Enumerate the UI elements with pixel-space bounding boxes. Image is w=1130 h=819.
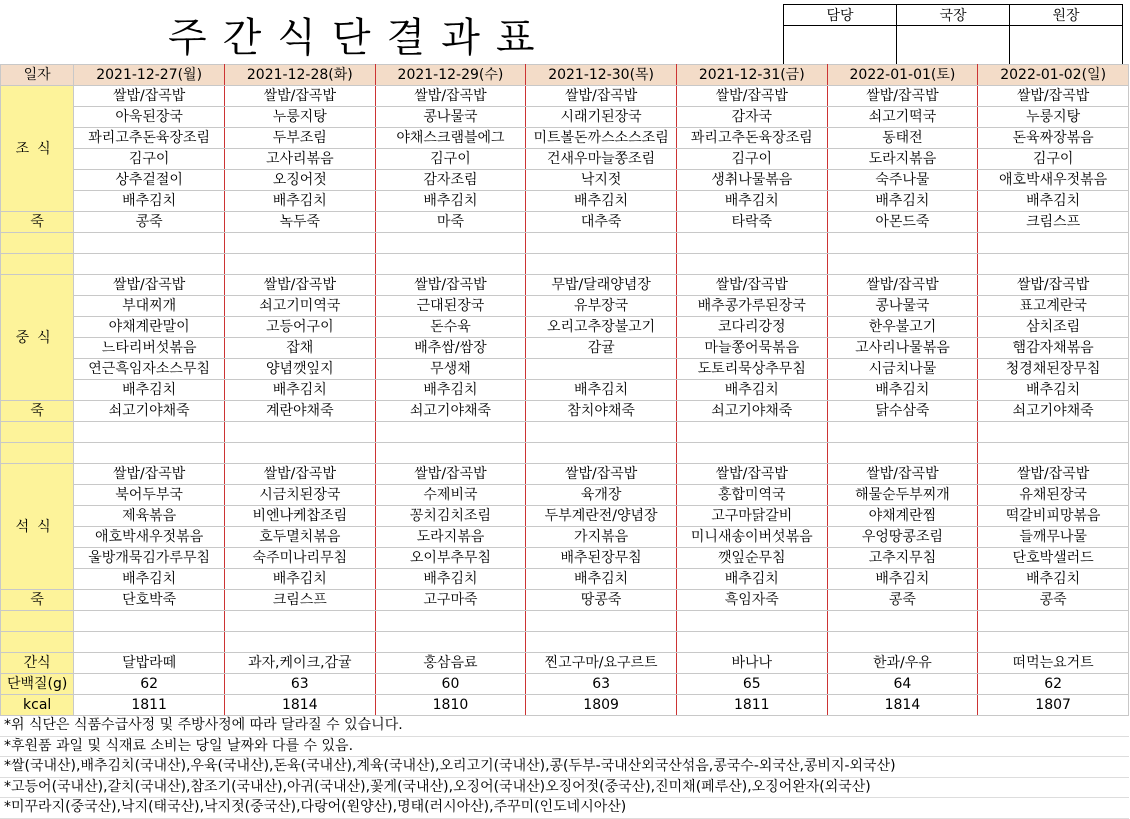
menu-item-cell: 배추김치 (978, 380, 1129, 401)
table-row (1, 422, 1129, 443)
note-line: *미꾸라지(중국산),낙지(태국산),낙지젓(중국산),다랑어(원양산),명태(러시아산),주꾸미(인도네시아산) (0, 798, 1129, 819)
kcal-value-cell: 1811 (676, 695, 827, 716)
menu-item-cell: 미트볼돈까스소스조림 (526, 128, 677, 149)
menu-item-cell: 배추김치 (676, 191, 827, 212)
porridge-cell: 아몬드죽 (827, 212, 978, 233)
kcal-label-cell: kcal (1, 695, 74, 716)
blank-label-cell (1, 422, 74, 443)
menu-item-cell: 시금치된장국 (224, 485, 375, 506)
menu-item-cell: 배추김치 (827, 380, 978, 401)
protein-value-cell: 60 (375, 674, 526, 695)
menu-item-cell: 쇠고기떡국 (827, 107, 978, 128)
menu-item-cell: 양념깻잎지 (224, 359, 375, 380)
menu-item-cell: 콩나물국 (827, 296, 978, 317)
date-header-cell: 2021-12-27(월) (74, 65, 225, 86)
blank-cell (74, 443, 225, 464)
protein-value-cell: 62 (74, 674, 225, 695)
approval-label: 국장 (897, 5, 1010, 26)
meal-label-cell (1, 86, 74, 212)
menu-item-cell: 근대된장국 (375, 296, 526, 317)
menu-item-cell: 잡채 (224, 338, 375, 359)
blank-cell (978, 254, 1129, 275)
meal-label: 석식 (15, 518, 59, 535)
blank-cell (526, 443, 677, 464)
menu-table (0, 64, 1129, 716)
menu-item-cell: 배추김치 (526, 380, 677, 401)
menu-item-cell: 오이부추무침 (375, 548, 526, 569)
approval-label: 원장 (1010, 5, 1123, 26)
menu-item-cell: 고추지무침 (827, 548, 978, 569)
menu-item-cell: 호두멸치볶음 (224, 527, 375, 548)
porridge-label-cell: 죽 (1, 401, 74, 422)
date-header-cell: 2021-12-28(화) (224, 65, 375, 86)
table-row (1, 674, 1129, 695)
menu-item-cell: 배추김치 (526, 191, 677, 212)
approval-sign-cell[interactable] (1010, 26, 1123, 67)
blank-cell (526, 233, 677, 254)
blank-cell (526, 254, 677, 275)
blank-cell (827, 254, 978, 275)
blank-cell (827, 233, 978, 254)
table-row (1, 275, 1129, 296)
table-row (1, 86, 1129, 107)
porridge-cell: 참치야채죽 (526, 401, 677, 422)
porridge-cell: 쇠고기야채죽 (676, 401, 827, 422)
porridge-cell: 쇠고기야채죽 (375, 401, 526, 422)
menu-item-cell: 누룽지탕 (978, 107, 1129, 128)
porridge-cell: 대추죽 (526, 212, 677, 233)
header-label-cell: 일자 (1, 65, 74, 86)
menu-item-cell: 울방개묵김가루무침 (74, 548, 225, 569)
menu-item-cell: 떡갈비피망볶음 (978, 506, 1129, 527)
menu-item-cell: 배추김치 (676, 569, 827, 590)
menu-item-cell: 쌀밥/잡곡밥 (827, 275, 978, 296)
menu-item-cell: 애호박새우젓볶음 (74, 527, 225, 548)
menu-item-cell: 쌀밥/잡곡밥 (676, 86, 827, 107)
blank-label-cell (1, 611, 74, 632)
table-row (1, 338, 1129, 359)
menu-item-cell: 쌀밥/잡곡밥 (827, 86, 978, 107)
menu-item-cell: 북어두부국 (74, 485, 225, 506)
table-row (1, 401, 1129, 422)
blank-cell (74, 422, 225, 443)
blank-cell (224, 422, 375, 443)
menu-item-cell: 꽈리고추돈육장조림 (676, 128, 827, 149)
table-row (1, 485, 1129, 506)
menu-item-cell: 배추김치 (978, 191, 1129, 212)
menu-item-cell: 건새우마늘쫑조림 (526, 149, 677, 170)
meal-label: 조식 (15, 140, 59, 157)
protein-value-cell: 63 (224, 674, 375, 695)
date-header-cell: 2022-01-02(일) (978, 65, 1129, 86)
blank-cell (224, 233, 375, 254)
menu-item-cell: 연근흑임자소스무침 (74, 359, 225, 380)
menu-item-cell: 배추김치 (224, 569, 375, 590)
blank-label-cell (1, 443, 74, 464)
menu-item-cell: 단호박샐러드 (978, 548, 1129, 569)
notes (0, 716, 1129, 819)
snack-value-cell: 떠먹는요거트 (978, 653, 1129, 674)
blank-cell (978, 443, 1129, 464)
menu-item-cell: 쌀밥/잡곡밥 (676, 464, 827, 485)
kcal-value-cell: 1809 (526, 695, 677, 716)
menu-item-cell: 배추김치 (74, 191, 225, 212)
menu-item-cell: 김구이 (74, 149, 225, 170)
table-row (1, 548, 1129, 569)
blank-cell (375, 632, 526, 653)
blank-cell (827, 443, 978, 464)
menu-item-cell: 쌀밥/잡곡밥 (74, 275, 225, 296)
menu-item-cell: 콩나물국 (375, 107, 526, 128)
table-row (1, 380, 1129, 401)
menu-item-cell: 감자국 (676, 107, 827, 128)
table-row (1, 527, 1129, 548)
menu-item-cell: 삼치조림 (978, 317, 1129, 338)
menu-item-cell: 배추김치 (74, 380, 225, 401)
menu-item-cell: 생취나물볶음 (676, 170, 827, 191)
menu-item-cell: 배추김치 (375, 191, 526, 212)
table-row (1, 653, 1129, 674)
menu-item-cell: 아욱된장국 (74, 107, 225, 128)
menu-item-cell: 두부조림 (224, 128, 375, 149)
table-row (1, 611, 1129, 632)
menu-item-cell: 야채계란찜 (827, 506, 978, 527)
menu-item-cell: 오리고추장불고기 (526, 317, 677, 338)
note-line: *위 식단은 식품수급사정 및 주방사정에 따라 달라질 수 있습니다. (0, 716, 1129, 737)
snack-value-cell: 홍삼음료 (375, 653, 526, 674)
blank-label-cell (1, 632, 74, 653)
blank-cell (224, 443, 375, 464)
blank-cell (526, 611, 677, 632)
protein-value-cell: 63 (526, 674, 677, 695)
blank-cell (375, 422, 526, 443)
kcal-value-cell: 1810 (375, 695, 526, 716)
blank-cell (224, 632, 375, 653)
meal-label-cell (1, 464, 74, 590)
menu-item-cell: 우엉땅콩조림 (827, 527, 978, 548)
menu-item-cell: 시래기된장국 (526, 107, 677, 128)
protein-label-cell: 단백질(g) (1, 674, 74, 695)
menu-item-cell: 김구이 (375, 149, 526, 170)
menu-item-cell: 깻잎순무침 (676, 548, 827, 569)
menu-item-cell: 쌀밥/잡곡밥 (827, 464, 978, 485)
menu-item-cell: 수제비국 (375, 485, 526, 506)
menu-item-cell: 감귤 (526, 338, 677, 359)
porridge-label-cell: 죽 (1, 212, 74, 233)
menu-item-cell: 도토리묵상추무침 (676, 359, 827, 380)
blank-cell (676, 611, 827, 632)
menu-item-cell: 돈수육 (375, 317, 526, 338)
table-row (1, 254, 1129, 275)
menu-item-cell: 쌀밥/잡곡밥 (526, 86, 677, 107)
menu-item-cell: 표고계란국 (978, 296, 1129, 317)
menu-item-cell: 쌀밥/잡곡밥 (978, 275, 1129, 296)
menu-item-cell (526, 359, 677, 380)
porridge-cell: 땅콩죽 (526, 590, 677, 611)
menu-item-cell: 쇠고기미역국 (224, 296, 375, 317)
menu-item-cell: 배추김치 (375, 569, 526, 590)
protein-value-cell: 64 (827, 674, 978, 695)
menu-item-cell: 배추김치 (676, 380, 827, 401)
menu-item-cell: 무밥/달래양념장 (526, 275, 677, 296)
menu-item-cell: 육개장 (526, 485, 677, 506)
blank-label-cell (1, 233, 74, 254)
blank-cell (978, 422, 1129, 443)
snack-value-cell: 바나나 (676, 653, 827, 674)
table-row (1, 149, 1129, 170)
approval-sign-cell[interactable] (897, 26, 1010, 67)
menu-item-cell: 무생채 (375, 359, 526, 380)
date-header-cell: 2021-12-29(수) (375, 65, 526, 86)
menu-item-cell: 야채계란말이 (74, 317, 225, 338)
porridge-cell: 콩죽 (74, 212, 225, 233)
menu-item-cell: 도라지볶음 (375, 527, 526, 548)
table-row (1, 464, 1129, 485)
kcal-value-cell: 1811 (74, 695, 225, 716)
table-row (1, 695, 1129, 716)
menu-item-cell: 감자조림 (375, 170, 526, 191)
blank-cell (526, 632, 677, 653)
porridge-cell: 녹두죽 (224, 212, 375, 233)
blank-cell (676, 443, 827, 464)
blank-cell (224, 611, 375, 632)
menu-item-cell: 미니새송이버섯볶음 (676, 527, 827, 548)
approval-label: 담당 (784, 5, 897, 26)
blank-cell (827, 632, 978, 653)
blank-cell (224, 254, 375, 275)
porridge-cell: 크림스프 (224, 590, 375, 611)
blank-cell (526, 422, 677, 443)
approval-box (783, 4, 1123, 67)
snack-value-cell: 과자,케이크,감귤 (224, 653, 375, 674)
porridge-cell: 타락죽 (676, 212, 827, 233)
table-row (1, 317, 1129, 338)
menu-item-cell: 쌀밥/잡곡밥 (676, 275, 827, 296)
snack-label-cell: 간식 (1, 653, 74, 674)
porridge-cell: 콩죽 (827, 590, 978, 611)
menu-item-cell: 쌀밥/잡곡밥 (526, 464, 677, 485)
blank-cell (827, 611, 978, 632)
menu-item-cell: 고등어구이 (224, 317, 375, 338)
menu-item-cell: 홍합미역국 (676, 485, 827, 506)
menu-item-cell: 배추쌈/쌈장 (375, 338, 526, 359)
blank-cell (74, 254, 225, 275)
menu-item-cell: 숙주나물 (827, 170, 978, 191)
menu-item-cell: 배추된장무침 (526, 548, 677, 569)
blank-cell (676, 422, 827, 443)
date-header-cell: 2022-01-01(토) (827, 65, 978, 86)
table-row (1, 128, 1129, 149)
menu-item-cell: 도라지볶음 (827, 149, 978, 170)
blank-label-cell (1, 254, 74, 275)
meal-label: 중식 (15, 329, 59, 346)
menu-item-cell: 동태전 (827, 128, 978, 149)
menu-item-cell: 코다리강정 (676, 317, 827, 338)
menu-item-cell: 낙지젓 (526, 170, 677, 191)
date-header-cell: 2021-12-31(금) (676, 65, 827, 86)
kcal-value-cell: 1807 (978, 695, 1129, 716)
snack-value-cell: 달밥라떼 (74, 653, 225, 674)
blank-cell (978, 233, 1129, 254)
porridge-cell: 쇠고기야채죽 (74, 401, 225, 422)
blank-cell (676, 254, 827, 275)
table-row (1, 443, 1129, 464)
menu-item-cell: 쌀밥/잡곡밥 (978, 86, 1129, 107)
menu-item-cell: 숙주미나리무침 (224, 548, 375, 569)
menu-item-cell: 두부계란전/양념장 (526, 506, 677, 527)
menu-item-cell: 배추김치 (827, 191, 978, 212)
blank-cell (375, 254, 526, 275)
table-row (1, 296, 1129, 317)
menu-item-cell: 김구이 (676, 149, 827, 170)
menu-item-cell: 꽈리고추돈육장조림 (74, 128, 225, 149)
blank-cell (978, 632, 1129, 653)
note-line: *쌀(국내산),배추김치(국내산),우육(국내산),돈육(국내산),계육(국내산),오리고기(국내산),콩(두부-국내산외국산섞음,콩국수-외국산,콩비지-외국산) (0, 757, 1129, 778)
menu-item-cell: 쌀밥/잡곡밥 (375, 275, 526, 296)
date-header-cell: 2021-12-30(목) (526, 65, 677, 86)
blank-cell (375, 443, 526, 464)
porridge-cell: 단호박죽 (74, 590, 225, 611)
table-row (1, 590, 1129, 611)
porridge-cell: 쇠고기야채죽 (978, 401, 1129, 422)
kcal-value-cell: 1814 (827, 695, 978, 716)
snack-value-cell: 한과/우유 (827, 653, 978, 674)
table-row (1, 359, 1129, 380)
blank-cell (74, 632, 225, 653)
protein-value-cell: 65 (676, 674, 827, 695)
menu-item-cell: 가지볶음 (526, 527, 677, 548)
menu-item-cell: 애호박새우젓볶음 (978, 170, 1129, 191)
menu-item-cell: 청경채된장무침 (978, 359, 1129, 380)
menu-item-cell: 쌀밥/잡곡밥 (224, 464, 375, 485)
menu-item-cell: 한우불고기 (827, 317, 978, 338)
menu-item-cell: 쌀밥/잡곡밥 (224, 275, 375, 296)
blank-cell (74, 233, 225, 254)
menu-item-cell: 오징어젓 (224, 170, 375, 191)
note-line: *후원품 과일 및 식재료 소비는 당일 날짜와 다를 수 있음. (0, 737, 1129, 758)
approval-sign-cell[interactable] (784, 26, 897, 67)
menu-item-cell: 꽁치김치조림 (375, 506, 526, 527)
menu-item-cell: 누룽지탕 (224, 107, 375, 128)
menu-item-cell: 제육볶음 (74, 506, 225, 527)
blank-cell (978, 611, 1129, 632)
menu-item-cell: 느타리버섯볶음 (74, 338, 225, 359)
menu-item-cell: 쌀밥/잡곡밥 (74, 464, 225, 485)
blank-cell (827, 422, 978, 443)
menu-item-cell: 고사리볶음 (224, 149, 375, 170)
menu-item-cell: 비엔나케찹조림 (224, 506, 375, 527)
menu-item-cell: 배추김치 (74, 569, 225, 590)
menu-item-cell: 햄감자채볶음 (978, 338, 1129, 359)
porridge-cell: 고구마죽 (375, 590, 526, 611)
table-row (1, 107, 1129, 128)
blank-cell (74, 611, 225, 632)
menu-item-cell: 시금치나물 (827, 359, 978, 380)
menu-item-cell: 상추겉절이 (74, 170, 225, 191)
menu-item-cell: 쌀밥/잡곡밥 (375, 464, 526, 485)
menu-item-cell: 해물순두부찌개 (827, 485, 978, 506)
table-row (1, 632, 1129, 653)
menu-item-cell: 쌀밥/잡곡밥 (74, 86, 225, 107)
menu-item-cell: 쌀밥/잡곡밥 (375, 86, 526, 107)
snack-value-cell: 찐고구마/요구르트 (526, 653, 677, 674)
menu-item-cell: 쌀밥/잡곡밥 (978, 464, 1129, 485)
blank-cell (676, 233, 827, 254)
menu-item-cell: 들깨무나물 (978, 527, 1129, 548)
menu-item-cell: 배추김치 (526, 569, 677, 590)
menu-item-cell: 고사리나물볶음 (827, 338, 978, 359)
page-title: 주간식단결과표 (168, 15, 551, 61)
porridge-label-cell: 죽 (1, 590, 74, 611)
menu-item-cell: 돈육짜장볶음 (978, 128, 1129, 149)
title-area (0, 0, 780, 64)
menu-item-cell: 야채스크램블에그 (375, 128, 526, 149)
menu-item-cell: 쌀밥/잡곡밥 (224, 86, 375, 107)
porridge-cell: 콩죽 (978, 590, 1129, 611)
protein-value-cell: 62 (978, 674, 1129, 695)
menu-item-cell: 배추콩가루된장국 (676, 296, 827, 317)
menu-item-cell: 유채된장국 (978, 485, 1129, 506)
kcal-value-cell: 1814 (224, 695, 375, 716)
table-row (1, 506, 1129, 527)
blank-cell (375, 611, 526, 632)
table-row (1, 569, 1129, 590)
menu-item-cell: 배추김치 (827, 569, 978, 590)
porridge-cell: 크림스프 (978, 212, 1129, 233)
table-row (1, 170, 1129, 191)
table-row (1, 233, 1129, 254)
table-row (1, 212, 1129, 233)
menu-item-cell: 배추김치 (978, 569, 1129, 590)
porridge-cell: 흑임자죽 (676, 590, 827, 611)
porridge-cell: 마죽 (375, 212, 526, 233)
porridge-cell: 닭수삼죽 (827, 401, 978, 422)
menu-item-cell: 유부장국 (526, 296, 677, 317)
menu-item-cell: 마늘쫑어묵볶음 (676, 338, 827, 359)
menu-item-cell: 고구마닭갈비 (676, 506, 827, 527)
menu-item-cell: 부대찌개 (74, 296, 225, 317)
menu-item-cell: 배추김치 (375, 380, 526, 401)
menu-item-cell: 배추김치 (224, 191, 375, 212)
porridge-cell: 계란야채죽 (224, 401, 375, 422)
menu-item-cell: 배추김치 (224, 380, 375, 401)
menu-item-cell: 김구이 (978, 149, 1129, 170)
table-row (1, 191, 1129, 212)
table-row (1, 65, 1129, 86)
blank-cell (676, 632, 827, 653)
meal-label-cell (1, 275, 74, 401)
note-line: *고등어(국내산),갈치(국내산),참조기(국내산),아귀(국내산),꽃게(국내산),오징어(국내산)오징어젓(중국산),진미채(페루산),오징어완자(외국산) (0, 778, 1129, 799)
blank-cell (375, 233, 526, 254)
